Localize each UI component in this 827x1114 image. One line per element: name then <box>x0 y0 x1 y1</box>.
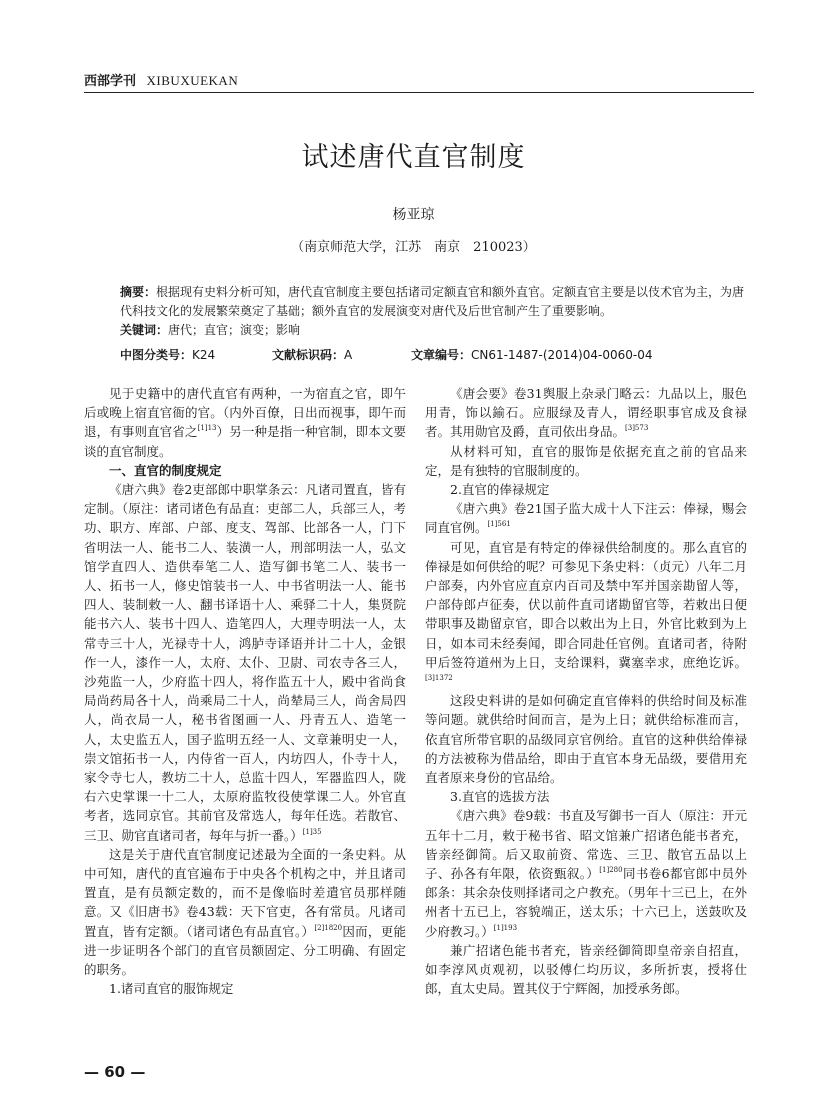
running-header <box>84 70 754 92</box>
citation: [1]561 <box>487 520 511 529</box>
clc-number <box>120 346 215 363</box>
keywords <box>120 321 746 340</box>
citation: [1]193 <box>493 923 518 932</box>
article-number <box>411 346 652 363</box>
right-column <box>425 384 747 999</box>
page-number: — 60 — <box>84 1063 146 1081</box>
journal-name-en: XIBUXUEKAN <box>146 73 239 88</box>
keywords-text: 唐代；直官；演变；影响 <box>168 323 301 337</box>
paragraph: 《唐六典》卷21国子监大成十人下注云：俸禄，赐会同直官例。$^{[1]561}$ <box>425 501 747 536</box>
affiliation: （南京师范大学，江苏 南京 210023） <box>291 240 536 255</box>
abstract-label: 摘要： <box>120 285 157 299</box>
paragraph: 《唐会要》卷31舆服上杂录门略云：九品以上，服色用青，饰以鍮石。应服绿及青人，谓经职事官成及食禄者。其用勋官及爵，直司依出身品。$^{[3]573}$ <box>425 386 747 440</box>
clc-label: 中图分类号： <box>120 348 193 362</box>
subsection-heading: 3.直官的选拔方法 <box>450 789 550 805</box>
subsection-heading: 2.直官的俸禄规定 <box>450 482 550 498</box>
abstract <box>120 283 746 321</box>
citation: [3]1372 <box>425 674 453 683</box>
paragraph: 见于史籍中的唐代直官有两种，一为宿直之官，即午后或晚上宿直官衙的官。（内外百僚，日出而视事，即午而退，有事则直官省之$^{[1]13}$）另一种是指一种官制，即本文要谈的直官制度。 <box>84 386 406 459</box>
paragraph: 这段史料讲的是如何确定直官俸料的供给时间及标准等问题。就供给时间而言，是为上日；就供给标准而言，依直官所带官职的品级同京官例给。直官的这种供给俸禄的方法被称为借品给，即由于直官本身无品级，要借用充直者原来身份的官品给。 <box>425 693 747 786</box>
paragraph: 《唐六典》卷2吏部郎中职掌条云：凡诸司置直，皆有定制。（原注：诸司诸色有品直：吏部二人，兵部三人，考功、职方、库部、户部、度支、驾部、比部各一人，门下省明法一人、能书二人、装潢一人，刑部明法一人，弘文馆学直四人、造供奉笔二人、造写御书笔二人、装书一人、拓书一人，修史馆装书一人、中书省明法一人、能书四人、装制敕一人、翻书译语十人、乘驿二十人，集贤院能书六人、装书十四人、造笔四人，大理寺明法一人，太常寺三十人，光禄寺十人，鸿胪寺译语并计二十人，金银作一人，漆作一人，太府、太仆、卫尉、司农寺各三人，沙苑监一人，少府监十四人，将作监五十人，殿中省尚食局尚药局各十人，尚乘局二十人，尚辇局三人，尚舍局四人，尚衣局一人，秘书省图画一人、丹青五人、造笔一人，太史监五人，国子监明五经一人、文章兼明史一人，崇文馆拓书一人，内侍省一百人，内坊四人，仆寺十人，家令寺七人，教坊二十人，总监十四人，军器监四人，陇右六史掌课一十二人，太原府监牧役使掌课二人。外官直考者，选同京官。其前官及常选人，每年任选。若散官、三卫、勋官直诸司者，每年与折一番。）$^{[1]35}$ <box>84 482 406 843</box>
author: 杨亚琼 <box>392 207 435 223</box>
paragraph: 兼广招诸色能书者充，皆亲经御简即皇帝亲自招直，如李淳风贞观初，以驳傅仁均历议，多所折衷，授将仕郎，直太史局。置其仪于宁辉阁，加授承务郎。 <box>425 942 747 997</box>
paper-title: 试述唐代直官制度 <box>301 142 526 173</box>
paragraph: 这是关于唐代直官制度记述最为全面的一条史料。从中可知，唐代的直官遍布于中央各个机构之中，并且诸司置直，是有员额定数的，而不是像临时差遣官员那样随意。又《旧唐书》卷43载：天下官吏，各有常员。凡诸司置直，皆有定额。（诸司诸色有品直官。）$^{[2]1820}$因而，更能进一步证明各个部门的直官员额固定、分工明确、有固定的职务。 <box>84 846 406 978</box>
abstract-text: 根据现有史料分析可知，唐代直官制度主要包括诸司定额直官和额外直官。定额直官主要是以伎术官为主，为唐代科技文化的发展繁荣奠定了基础；额外直官的发展演变对唐代及后世官制产生了重要影响。 <box>120 285 745 318</box>
document-code <box>272 346 352 363</box>
keywords-label: 关键词： <box>120 323 169 337</box>
doc-value: A <box>344 348 353 362</box>
citation: [1]280 <box>599 866 623 875</box>
paragraph: 可见，直官是有特定的俸禄供给制度的。那么直官的俸禄是如何供给的呢？可参见下条史料：（贞元）八年二月户部奏，内外官应直京内百司及禁中军并国亲勘留人等，户部侍郎卢征奏，伏以前件直司诸勘留官等，若敕出日便带职事及勘留京官，即合以敕出为上日，外官比敕到为上日，如本司未经奏闻，即合同赴任官例。直诸司者，待附甲后签符道州为上日，支给课料，冀塞幸求，庶绝讫诉。$^{[3]1372}$ <box>425 539 747 683</box>
abstract-block <box>96 283 746 340</box>
subsection-heading: 1.诸司直官的服饰规定 <box>109 981 234 997</box>
citation: [3]573 <box>625 424 649 433</box>
doc-label: 文献标识码： <box>272 348 345 362</box>
citation: [1]35 <box>302 827 322 836</box>
paragraph: 从材料可知，直官的服饰是依据充直之前的官品来定，是有独特的官服制度的。 <box>425 443 747 478</box>
citation: [2]1820 <box>314 923 343 932</box>
art-value: CN61-1487-(2014)04-0060-04 <box>471 348 653 362</box>
paragraph: 《唐六典》卷9载：书直及写御书一百人（原注：开元五年十二月，敕于秘书省、昭文馆兼广招诸色能书者充，皆亲经御简。后又取前资、常选、三卫、散官五品以上子、孙各有年限，依资甄叙。）$^{[1]280}$同书卷6都官郎中员外郎条：其余杂伎则择诸司之户教充。（男年十三已上，在外州者十五已上，容貌端正，送太乐；十六已上，送鼓吹及少府教习。）$^{[1]193}$ <box>425 808 747 939</box>
citation: [1]13 <box>197 424 217 433</box>
clc-value: K24 <box>192 348 216 362</box>
header-rule <box>84 92 754 93</box>
section-heading: 一、直官的制度规定 <box>109 462 222 478</box>
journal-name-cn: 西部学刊 <box>84 74 137 89</box>
art-label: 文章编号： <box>411 348 472 362</box>
left-column <box>84 384 406 999</box>
